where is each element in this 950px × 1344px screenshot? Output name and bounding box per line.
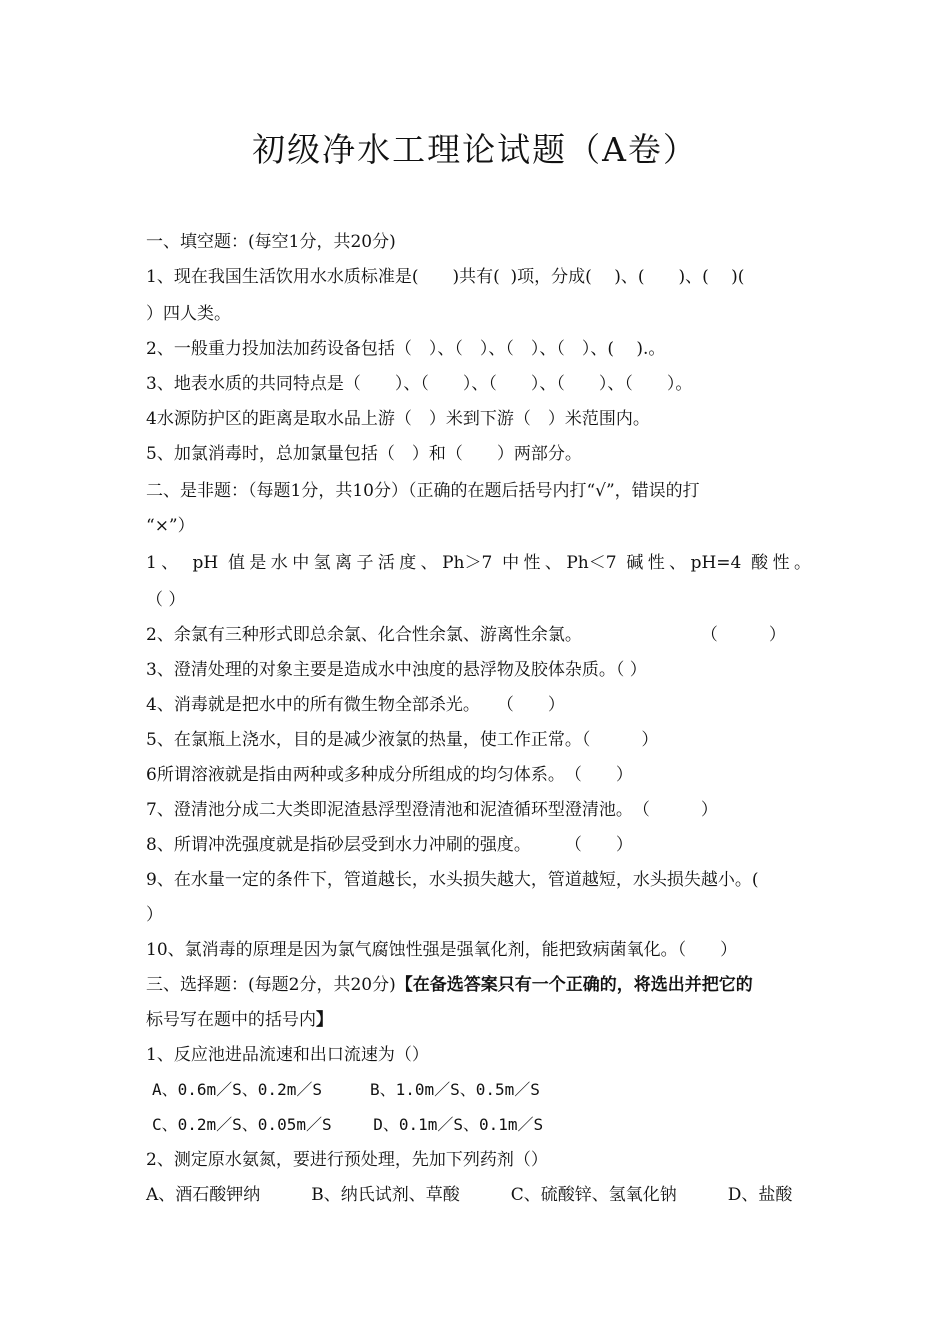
judge-question-3: 3、澄清处理的对象主要是造成水中浊度的悬浮物及胶体杂质。（ ） xyxy=(146,660,647,680)
section3-heading-line1 xyxy=(146,973,811,997)
section3-heading-score: 三、选择题：(每题2分，共20分) xyxy=(146,975,396,995)
fill-question-1-line2: ）四人类。 xyxy=(146,304,231,324)
section1-heading: 一、填空题：(每空1分，共20分) xyxy=(146,232,396,252)
judge-question-6: 6所谓溶液就是指由两种或多种成分所组成的均匀体系。 （ ） xyxy=(146,765,633,785)
fill-question-1-line1: 1、现在我国生活饮用水水质标准是( )共有( )项，分成( )、( )、( )( xyxy=(146,267,745,287)
section3-heading-line2 xyxy=(146,1008,811,1032)
judge-question-9-line1: 9、在水量一定的条件下，管道越长，水头损失越大，管道越短，水头损失越小。( xyxy=(146,870,759,890)
fill-question-4: 4水源防护区的距离是取水品上游（ ）米到下游（ ）米范围内。 xyxy=(146,409,650,429)
section2-heading-line1: 二、是非题：（每题1分，共10分）（正确的在题后括号内打“√”，错误的打 xyxy=(146,481,700,501)
judge-question-7: 7、澄清池分成二大类即泥渣悬浮型澄清池和泥渣循环型澄清池。 （ ） xyxy=(146,800,718,820)
section3-heading-instruction-cont: 标号写在题中的括号内 xyxy=(146,1010,316,1030)
choice-question-1-options-cd: C、0.2m／S、0.05m／S D、0.1m／S、0.1m／S xyxy=(152,1115,544,1134)
section2-heading-line2: “×”） xyxy=(146,516,195,536)
page-title: 初级净水工理论试题（A卷） xyxy=(252,130,698,169)
judge-question-4: 4、消毒就是把水中的所有微生物全部杀光。 （ ） xyxy=(146,695,565,715)
fill-question-2: 2、一般重力投加法加药设备包括（ ）、（ ）、（ ）、（ ）、( ).。 xyxy=(146,339,666,359)
judge-question-9-line2: ） xyxy=(146,905,163,925)
fill-question-5: 5、加氯消毒时，总加氯量包括（ ）和（ ）两部分。 xyxy=(146,444,582,464)
judge-question-5: 5、在氯瓶上浇水，目的是减少液氯的热量，使工作正常。（ ） xyxy=(146,730,659,750)
fill-question-3: 3、地表水质的共同特点是（ ）、（ ）、（ ）、（ ）、（ ）。 xyxy=(146,374,693,394)
choice-question-2: 2、测定原水氨氮，要进行预处理，先加下列药剂（） xyxy=(146,1150,548,1170)
section3-heading-bracket: 】 xyxy=(316,1010,333,1030)
judge-question-1-line1: 1、 pH 值是水中氢离子活度、Ph＞7 中性、Ph＜7 碱性、pH=4 酸性。 xyxy=(146,553,811,573)
choice-question-1: 1、反应池进品流速和出口流速为（） xyxy=(146,1045,429,1065)
judge-question-1-line2: （ ） xyxy=(146,590,186,610)
judge-question-8: 8、所谓冲洗强度就是指砂层受到水力冲刷的强度。 （ ） xyxy=(146,835,633,855)
choice-question-2-options: A、酒石酸钾纳 B、纳氏试剂、草酸 C、硫酸锌、氢氧化钠 D、盐酸 xyxy=(146,1185,793,1205)
section3-heading-instruction: 【在备选答案只有一个正确的，将选出并把它的 xyxy=(395,975,753,995)
judge-question-2: 2、余氯有三种形式即总余氯、化合性余氯、游离性余氯。 （ ） xyxy=(146,625,786,645)
choice-question-1-options-ab: A、0.6m／S、0.2m／S B、1.0m／S、0.5m／S xyxy=(152,1080,540,1099)
judge-question-10: 10、氯消毒的原理是因为氯气腐蚀性强是强氧化剂，能把致病菌氧化。（ ） xyxy=(146,940,738,960)
